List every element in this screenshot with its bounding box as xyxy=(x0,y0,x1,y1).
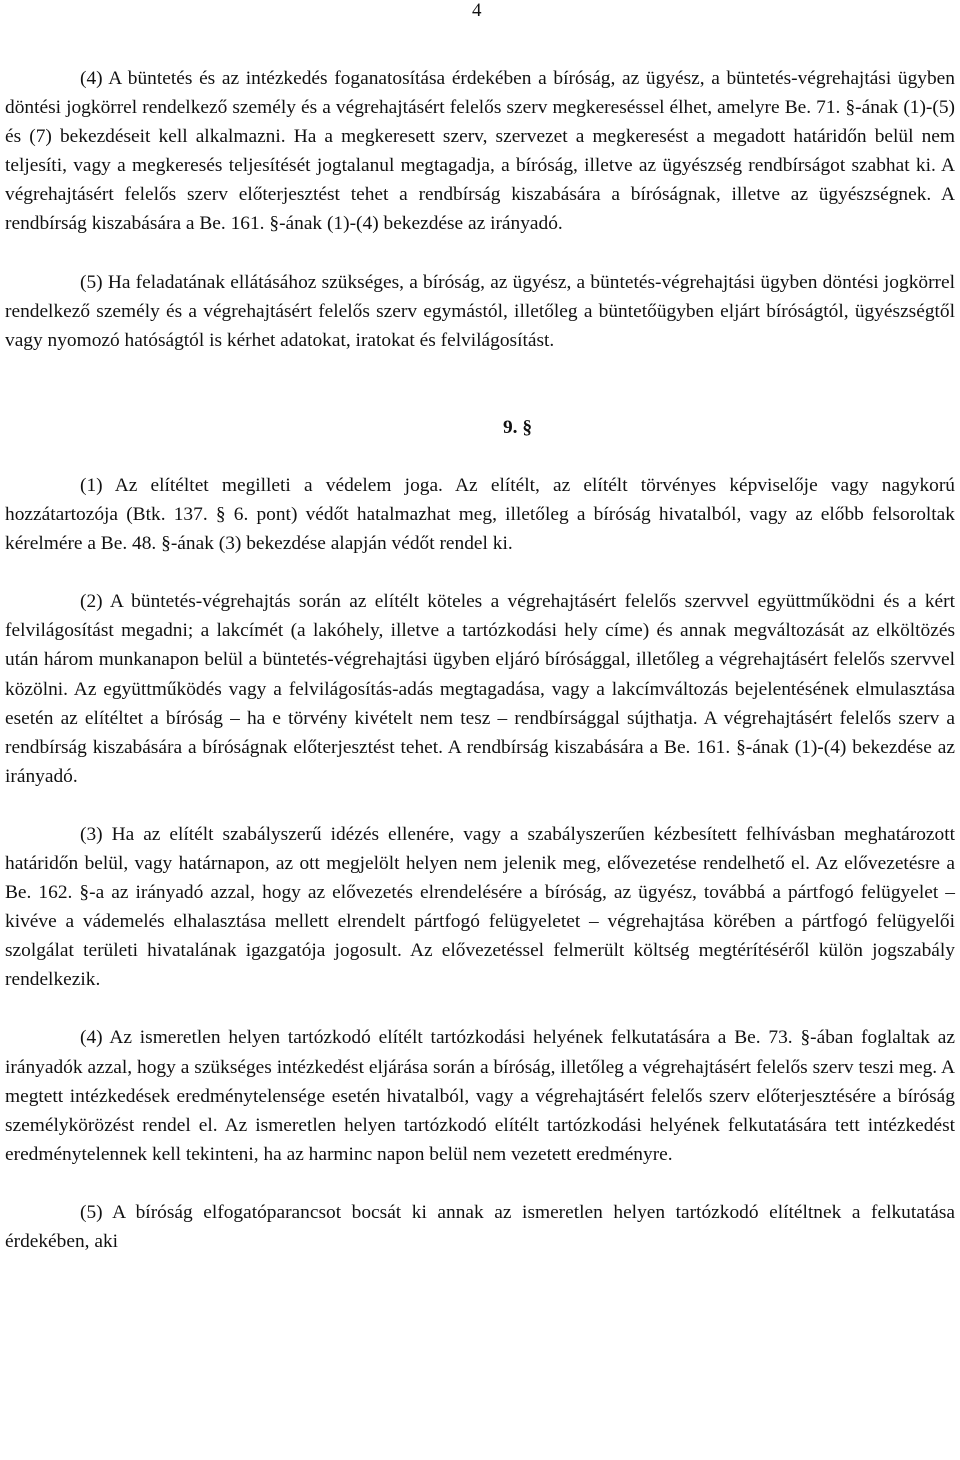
paragraph-9-5: (5) A bíróság elfogatóparancsot bocsát ki annak az ismeretlen helyen tartózkodó elítéltnek a felkutatása érdekében, aki xyxy=(5,1201,955,1252)
paragraph-8-5: (5) Ha feladatának ellátásához szükséges, a bíróság, az ügyész, a büntetés-végrehajtási ügyben döntési jogkörrel rendelkező személy és a végrehajtásért felelős szerv egymástól, illetőleg a büntetőügyben eljárt bíróságtól, ügyészségtől vagy nyomozó hatóságtól is kérhet adatokat, iratokat és felvilágosítást. xyxy=(5,271,955,351)
paragraph-9-4: (4) Az ismeretlen helyen tartózkodó elítélt tartózkodási helyének felkutatására a Be. 73. §-ában foglaltak az irányadók azzal, hogy a szükséges intézkedést eljárása során a bíróság, illetőleg a végrehajtásért felelős szerv teszi meg. A megtett intézkedések eredménytelensége esetén hivatalból, vagy a végrehajtásért felelős szerv előterjesztésére a bíróság személykörözést rendel el. Az ismeretlen helyen tartózkodó elítélt tartózkodási helyének felkutatására tett intézkedést eredménytelennek kell tekinteni, ha az harminc napon belül nem vezetett eredményre. xyxy=(5,1027,955,1165)
page-number: 4 xyxy=(472,0,482,21)
paragraph-8-4: (4) A büntetés és az intézkedés foganatosítása érdekében a bíróság, az ügyész, a büntetés-végrehajtási ügyben döntési jogkörrel rendelkező személy és a végrehajtásért felelős szerv megkereséssel élhet, amelyre Be. 71. §-ának (1)-(5) és (7) bekezdéseit kell alkalmazni. Ha a megkeresett szerv, szervezet a megkeresést a megadott határidőn belül nem teljesíti, vagy a megkeresés teljesítését jogtalanul megtagadja, a bíróság, illetve az ügyészség rendbírságot szabhat ki. A végrehajtásért felelős szerv előterjesztést tehet a rendbírság kiszabására a bíróságnak, illetve az ügyészségnek. A rendbírság kiszabására a Be. 161. §-ának (1)-(4) bekezdése az irányadó. xyxy=(5,68,955,235)
paragraph-9-2: (2) A büntetés-végrehajtás során az elítélt köteles a végrehajtásért felelős szervvel együttműködni és a kért felvilágosítást megadni; a lakcímét (a lakóhely, illetve a tartózkodási hely címe) és annak megváltozását az elköltözés után három munkanapon belül a büntetés-végrehajtási ügyben eljáró bírósággal, illetőleg a végrehajtásért felelős szervvel közölni. Az együttműködés vagy a felvilágosítás-adás megtagadása, vagy a lakcímváltozás bejelentésének elmulasztása esetén az elítéltet a bíróság – ha e törvény kivételt nem tesz – rendbírsággal sújthatja. A végrehajtásért felelős szerv a rendbírság kiszabására a bíróságnak előterjesztést tehet. A rendbírság kiszabására a Be. 161. §-ának (1)-(4) bekezdése az irányadó. xyxy=(5,591,955,787)
paragraph-9-3: (3) Ha az elítélt szabályszerű idézés ellenére, vagy a szabályszerűen kézbesített felhívásban meghatározott határidőn belül, vagy határnapon, az ott megjelölt helyen nem jelenik meg, elővezetése rendelhető el. Az elővezetésre a Be. 162. §-a az irányadó azzal, hogy az elővezetés elrendelésére a bíróság, az ügyész, továbbá a pártfogó felügyelet – kivéve a vádemelés elhalasztása mellett elrendelt pártfogó felügyeletet – végrehajtása körében a pártfogó felügyelői szolgálat területi hivatalának igazgatója jogosult. Az elővezetéssel felmerült költség megtérítéséről külön jogszabály rendelkezik. xyxy=(5,823,955,991)
section-heading: 9. § xyxy=(502,416,533,438)
document-body xyxy=(5,64,955,1256)
paragraph-9-1: (1) Az elítéltet megilleti a védelem joga. Az elítélt, az elítélt törvényes képviselője vagy nagykorú hozzátartozója (Btk. 137. § 6. pont) védőt hatalmazhat meg, illetőleg a bíróság hivatalból, vagy az előbb felsoroltak kérelmére a Be. 48. §-ának (3) bekezdése alapján védőt rendel ki. xyxy=(5,474,955,555)
